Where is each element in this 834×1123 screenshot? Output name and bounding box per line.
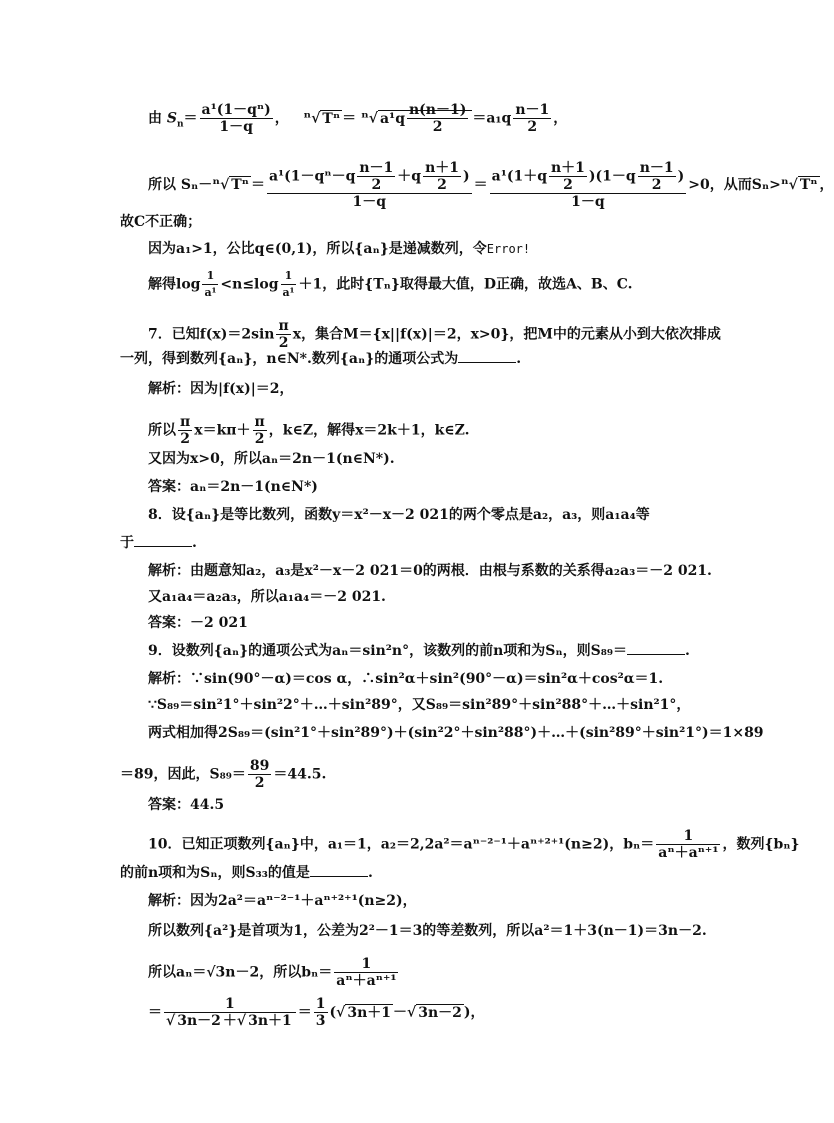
q9-answer: 答案：44.5 [148, 797, 225, 813]
line-4: 因为a₁>1，公比q∈(0,1)，所以{aₙ}是递减数列，令Error! [148, 241, 531, 257]
q7-solution-3: 又因为x>0，所以aₙ＝2n－1(n∈N*). [148, 451, 395, 467]
q9-solution-1: 解析：∵sin(90°－α)＝cos α，∴sin²α＋sin²(90°－α)＝sin²α＋cos²α＝1. [148, 671, 664, 687]
question-7-line-1: 7．已知f(x)＝2sin $\frac{\pi}{2}$ x，集合M＝{x||f(x)|＝2，x>0}，把M中的元素从小到大依次排成 [148, 318, 721, 351]
question-9: 9．设数列{aₙ}的通项公式为aₙ＝sin²n°，该数列的前n项和为Sₙ，则S₈₉＝ . [148, 643, 690, 659]
q7-solution-2: 所以 $\frac{\pi}{2}$ x＝kπ＋ $\frac{\pi}{2}$ ，k∈Z，解得x＝2k＋1，k∈Z. [148, 414, 470, 447]
fraction: $\frac{\text{a¹(1－qⁿ)}}{1-q}$ [201, 102, 271, 135]
q10-solution-2: 所以数列{a²}是首项为1，公差为2²－1＝3的等差数列，所以a²＝1＋3(n－1)＝3n－2. [148, 923, 707, 939]
q8-solution-2: 又a₁a₄＝a₂a₃，所以a₁a₄＝－2 021. [148, 589, 386, 605]
q8-solution-1: 解析：由题意知a₂，a₃是x²－x－2 021＝0的两根．由根与系数的关系得a₂a₃＝－2 021. [148, 563, 712, 579]
q7-solution-1: 解析：因为|f(x)|＝2， [148, 381, 294, 397]
question-10-line-1: 10．已知正项数列{aₙ}中，a₁＝1，a₂＝2,2a²＝aⁿ⁻²⁻¹＋aⁿ⁺²⁺¹(n≥2)，bₙ＝ $\frac{1}{\text{aⁿ＋aⁿ⁺¹}}$ ，数列{bₙ} [148, 828, 800, 861]
answer-blank [458, 350, 516, 363]
answer-blank [627, 642, 685, 655]
q8-answer: 答案：－2 021 [148, 615, 248, 631]
q10-solution-3: 所以aₙ＝√3n－2，所以bₙ＝ $\frac{1}{\text{aⁿ＋aⁿ⁺¹}}$ [148, 956, 397, 989]
answer-blank [134, 534, 192, 547]
q9-solution-4: ＝89，因此，S₈₉＝ $\frac{89}{2}$ ＝44.5. [120, 758, 327, 791]
q10-solution-1: 解析：因为2a²＝aⁿ⁻²⁻¹＋aⁿ⁺²⁺¹(n≥2)， [148, 893, 417, 909]
q9-solution-3: 两式相加得2S₈₉＝(sin²1°＋sin²89°)＋(sin²2°＋sin²88°)＋…＋(sin²89°＋sin²1°)＝1×89 [148, 725, 764, 741]
q9-solution-2: ∵S₈₉＝sin²1°＋sin²2°＋…＋sin²89°，又S₈₉＝sin²89°＋sin²88°＋…＋sin²1°， [148, 697, 691, 713]
line-1: 由 $S_n=$ $\frac{\text{a¹(1－qⁿ)}}{1-q}$ ， ⁿ√ Tⁿ ＝ ⁿ√ a¹q $\frac{n(n-1)}{2}$ ＝a₁q $\frac{n-1}{2}$ ， [148, 102, 568, 135]
line-5: 解得log $\frac{1}{\text{a¹}}$ <n≤log $\frac{1}{\text{a¹}}$ ＋1，此时{Tₙ}取得最大值，D正确，故选A、B、C. [148, 269, 633, 299]
question-8-line-1: 8．设{aₙ}是等比数列，函数y＝x²－x－2 021的两个零点是a₂，a₃，则a₁a₄等 [148, 507, 650, 523]
question-10-line-2: 的前n项和为Sₙ，则S₃₃的值是 . [120, 865, 373, 881]
question-7-line-2: 一列，得到数列{aₙ}，n∈N*.数列{aₙ}的通项公式为 . [120, 351, 522, 367]
question-8-line-2: 于 . [120, 535, 197, 551]
line-3: 故C不正确； [120, 214, 202, 230]
line-2: 所以 Sₙ－ⁿ√ Tⁿ ＝ a¹(1－qⁿ－q $\frac{n-1}{2}$ ＋q $\frac{n+1}{2}$ ) 1－q ＝ a¹(1＋q $\frac{n+1}{2}$ )(1－q $\frac{n-1}{2}$ ) 1－q >0，从而Sₙ>ⁿ√ Tⁿ ， [148, 160, 834, 210]
q7-answer: 答案：aₙ＝2n－1(n∈N*) [148, 479, 318, 495]
answer-blank [310, 864, 368, 877]
q10-solution-4: ＝ $\frac{1}{√ 3n-2 +√ 3n+1}$ ＝ $\frac{1}{3}$ (√ 3n＋1 －√ 3n－2 )， [148, 996, 485, 1029]
